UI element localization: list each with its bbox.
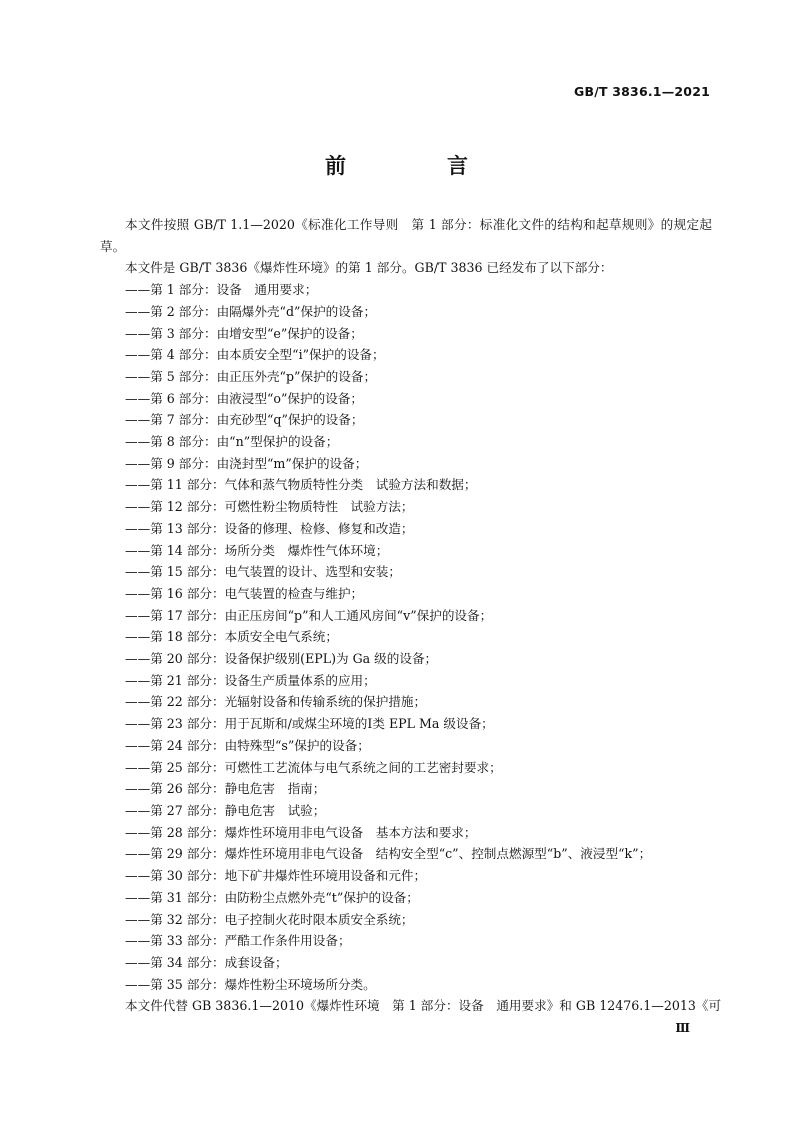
part-list-item: ——第 12 部分：可燃性粉尘物质特性 试验方法； [125,499,414,515]
part-list-item: ——第 22 部分：光辐射设备和传输系统的保护措施； [125,694,427,710]
part-list-item: ——第 6 部分：由液浸型“o”保护的设备； [125,390,363,406]
part-list-item: ——第 8 部分：由“n”型保护的设备； [125,434,339,450]
part-list-item: ——第 18 部分：本质安全电气系统； [125,629,338,645]
part-list-item: ——第 28 部分：爆炸性环境用非电气设备 基本方法和要求； [125,824,477,840]
part-list-item: ——第 14 部分：场所分类 爆炸性气体环境； [125,542,389,558]
page-number: Ⅲ [675,1021,690,1035]
part-list-item: ——第 31 部分：由防粉尘点燃外壳“t”保护的设备； [125,889,419,905]
part-list-item: ——第 9 部分：由浇封型“m”保护的设备； [125,455,368,471]
part-list-item: ——第 23 部分：用于瓦斯和/或煤尘环境的Ⅰ类 EPL Ma 级设备； [125,716,494,732]
part-list-item: ——第 5 部分：由正压外壳“p”保护的设备； [125,368,377,384]
part-list-item: ——第 34 部分：成套设备； [125,954,288,970]
part-list-item: ——第 30 部分：地下矿井爆炸性环境用设备和元件； [125,868,427,884]
parts-list [100,279,712,995]
closing-paragraph: 本文件代替 GB 3836.1—2010《爆炸性环境 第 1 部分：设备 通用要求》和 GB 12476.1—2013《可 [125,998,722,1014]
part-list-item: ——第 26 部分：静电危害 指南； [125,781,326,797]
part-list-item: ——第 33 部分：严酷工作条件用设备； [125,933,351,949]
part-list-item: ——第 4 部分：由本质安全型“i”保护的设备； [125,347,385,363]
part-list-item: ——第 7 部分：由充砂型“q”保护的设备； [125,412,364,428]
part-list-item: ——第 32 部分：电子控制火花时限本质安全系统； [125,911,414,927]
intro-paragraph-series: 本文件是 GB/T 3836《爆炸性环境》的第 1 部分。GB/T 3836 已经发布了以下部分： [125,260,613,276]
part-list-item: ——第 11 部分：气体和蒸气物质特性分类 试验方法和数据； [125,477,477,493]
part-list-item: ——第 29 部分：爆炸性环境用非电气设备 结构安全型“c”、控制点燃源型“b”、液浸型“k”； [125,846,652,862]
page-title: 前 言 [325,154,508,178]
part-list-item: ——第 17 部分：由正压房间“p”和人工通风房间“v”保护的设备； [125,607,493,623]
document-body [100,214,722,1017]
intro-paragraph-drafting: 本文件按照 GB/T 1.1—2020《标准化工作导则 第 1 部分：标准化文件的结构和起草规则》的规定起草。 [100,217,712,254]
part-list-item: ——第 13 部分：设备的修理、检修、修复和改造； [125,520,414,536]
part-list-item: ——第 24 部分：由特殊型“s”保护的设备； [125,737,370,753]
part-list-item: ——第 25 部分：可燃性工艺流体与电气系统之间的工艺密封要求； [125,759,502,775]
standard-code: GB/T 3836.1—2021 [574,84,710,99]
part-list-item: ——第 15 部分：电气装置的设计、选型和安装； [125,564,401,580]
part-list-item: ——第 27 部分：静电危害 试验； [125,802,326,818]
part-list-item: ——第 3 部分：由增安型“e”保护的设备； [125,325,363,341]
part-list-item: ——第 16 部分：电气装置的检查与维护； [125,585,364,601]
part-list-item: ——第 2 部分：由隔爆外壳“d”保护的设备； [125,303,377,319]
part-list-item: ——第 20 部分：设备保护级别(EPL)为 Ga 级的设备； [125,651,438,667]
part-list-item: ——第 21 部分：设备生产质量体系的应用； [125,672,376,688]
part-list-item: ——第 1 部分：设备 通用要求； [125,282,318,298]
part-list-item: ——第 35 部分：爆炸性粉尘环境场所分类。 [125,976,376,992]
